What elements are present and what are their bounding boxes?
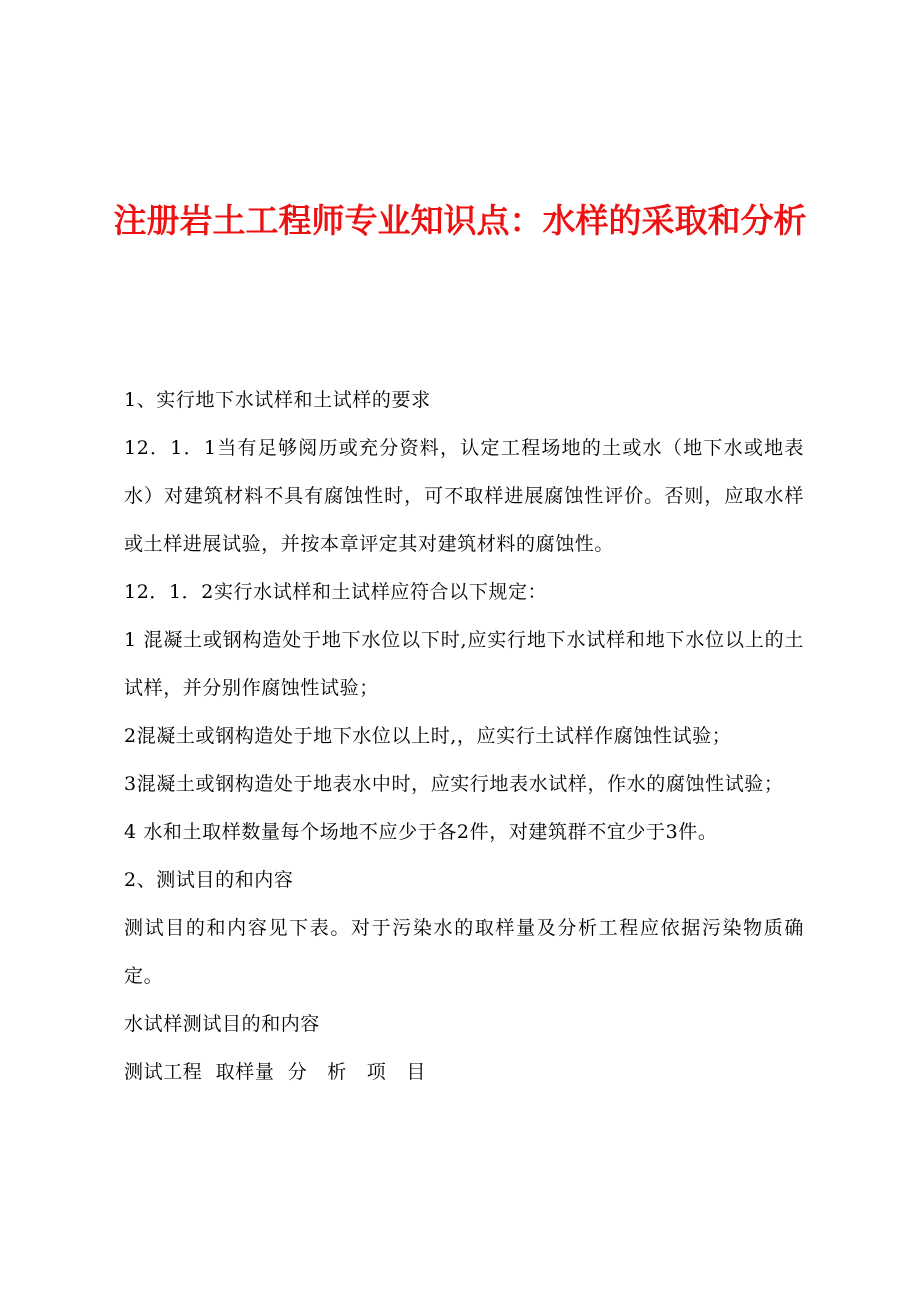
list-item-3: 3混凝土或钢构造处于地表水中时，应实行地表水试样，作水的腐蚀性试验； — [124, 773, 784, 795]
list-item-1: 1 混凝土或钢构造处于地下水位以下时,应实行地下水试样和地下水位以上的土试样，并分别作腐蚀性试验； — [124, 629, 804, 699]
paragraph-12-1-1: 12．1．1当有足够阅历或充分资料，认定工程场地的土或水（地下水或地表水）对建筑材料不具有腐蚀性时，可不取样进展腐蚀性评价。否则，应取水样或土样进展试验，并按本章评定其对建筑材料的腐蚀性。 — [124, 437, 804, 555]
paragraph-12-1-2: 12．1．2实行水试样和土试样应符合以下规定： — [124, 581, 548, 603]
table-header-row: 测试工程 取样量 分 析 项 目 — [124, 1061, 426, 1083]
list-item-2: 2混凝土或钢构造处于地下水位以上时,，应实行土试样作腐蚀性试验； — [124, 725, 732, 747]
section-heading-1: 1、实行地下水试样和土试样的要求 — [124, 389, 431, 411]
section-heading-2: 2、测试目的和内容 — [124, 869, 294, 891]
paragraph-test-content: 测试目的和内容见下表。对于污染水的取样量及分析工程应依据污染物质确定。 — [124, 917, 804, 987]
document-title: 注册岩土工程师专业知识点：水样的采取和分析 — [113, 201, 807, 240]
table-caption: 水试样测试目的和内容 — [124, 1013, 321, 1035]
document-body — [124, 376, 804, 1096]
list-item-4: 4 水和土取样数量每个场地不应少于各2件，对建筑群不宜少于3件。 — [124, 821, 718, 843]
